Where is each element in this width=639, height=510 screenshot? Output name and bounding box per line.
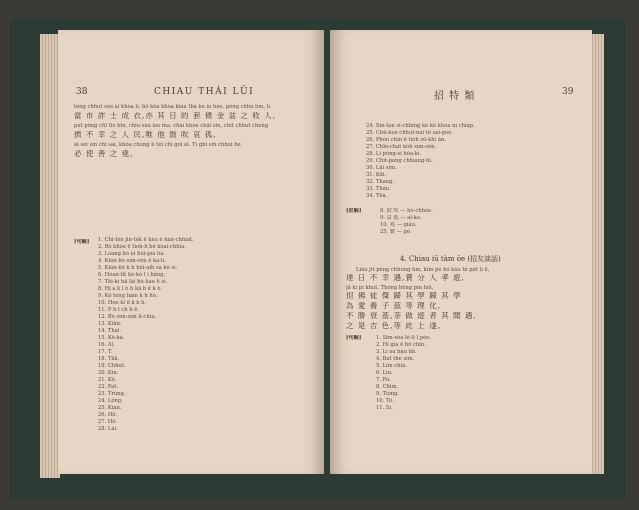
- list-item: 10. Tô.: [376, 398, 394, 404]
- text-line-cjk: 當 市 詐 士 成 衣,亦 其 日 的 套 債 金 盆 之 收 人,: [74, 112, 277, 119]
- list-item: 3. Lí ea bàu bā.: [376, 349, 417, 355]
- list-item: 9. Tiong.: [376, 391, 400, 397]
- list-item: 8. Chim.: [376, 384, 399, 390]
- right-running-head: 招 特 類: [434, 91, 476, 102]
- section-line-cjk: 之 是 吉 色,等 此 上 遂,: [346, 322, 442, 329]
- right-page: [330, 30, 592, 474]
- list-item: 18. Tāk.: [98, 356, 120, 362]
- note-item: 9. 哀 孤 — aī-ko.: [380, 215, 422, 221]
- list-item: 28. Lí pông-sì hóa-kí.: [366, 151, 422, 157]
- note-item: 25. 寶 — pó.: [380, 229, 412, 235]
- list-item: 10. Hòe ki ō k k h.: [98, 300, 147, 306]
- list-item: 7. Pu.: [376, 377, 392, 383]
- list-item: 22. Pat.: [98, 384, 118, 390]
- note-item: 10. 堯 — giâu.: [380, 222, 417, 228]
- list-item: 27. Chīn-chat kóh sim-sim.: [366, 144, 437, 150]
- list-item: 11. P h ī ch h ē.: [98, 307, 139, 313]
- list-item: 6. Liu.: [376, 370, 393, 376]
- list-item: 26. Hō.: [98, 412, 118, 418]
- list-item: 15. Kô-ká.: [98, 335, 125, 341]
- list-item: 25. Chū-koe chhut-nai té sai-goe.: [366, 130, 453, 136]
- list-item: 3. Lóang kó ùi hùi-pía lia.: [98, 251, 166, 257]
- section-line-cjk: 為 愛 養 子 茲 等 理 化,: [346, 302, 442, 309]
- text-line-cjk: 必 使 善 之 堯,: [74, 150, 134, 157]
- list-item: 7. Tāi-kì hā lâi bô liau ē si.: [98, 279, 168, 285]
- list-item: 25. Kiàn.: [98, 405, 122, 411]
- list-item: 24. Sîn-taù sì-chhíng ké ké khóa nì chiáp.: [366, 123, 475, 129]
- left-page: [58, 30, 324, 474]
- list-item: 31. Kāi.: [366, 172, 387, 178]
- text-line-cjk: 擠 不 幸 之 人 民,唯 他 鼓 吹 哀 孤,: [74, 131, 217, 138]
- list-item: 34. Tōa.: [366, 193, 388, 199]
- list-item: 5. Kiàn-lói k h hùi-aih sa ké si.: [98, 265, 178, 271]
- list-item: 1. Chî-bín jin-tèk ē kàu ê kàn-chhiat.: [98, 237, 194, 243]
- list-item: 32. Thang.: [366, 179, 395, 185]
- list-item: 17. T.: [98, 349, 113, 355]
- list-item: 14. Thài.: [98, 328, 122, 334]
- list-item: 16. Al.: [98, 342, 115, 348]
- list-item: 30. Lāi sim.: [366, 165, 397, 171]
- section-line-cjk: 但 佛 徒 傑 歸 其 學 歸 其 學: [346, 292, 462, 299]
- list-item: 20. Kin.: [98, 370, 119, 376]
- list-item: 27. Hō.: [98, 419, 118, 425]
- list-item: 33. Thâu.: [366, 186, 391, 192]
- section-title: 4. Chiau iū tàm ōe (招友談話): [400, 255, 501, 263]
- right-page-number: 39: [562, 87, 574, 97]
- list-item: 19. Chhut.: [98, 363, 126, 369]
- list-item: 4. Bat thè sim.: [376, 356, 415, 362]
- list-item: 4. Kiàn-lói sim-sim ê ka-lí.: [98, 258, 166, 264]
- section-line-cjk: 達 日 不 幸 遇,賣 分 人 孝 遊,: [346, 274, 465, 281]
- list-item: 28. Lái.: [98, 426, 118, 432]
- list-item: 1. Sim-sòa lé-lí l pòe.: [376, 335, 431, 341]
- list-item: 13. Kiān.: [98, 321, 122, 327]
- right-page-edges: [592, 34, 604, 474]
- list-item: 2. Bô khòa ē tioh-lí bô kòai-chhia.: [98, 244, 187, 250]
- left-running-head: CHIAU THÁI LŪI: [154, 87, 255, 97]
- items-label: [句解]: [74, 239, 90, 245]
- section-line-cjk: 不 勝 衰 基,茶 做 遊 者 其 聞 遇,: [346, 312, 477, 319]
- left-page-number: 38: [76, 87, 88, 97]
- list-item: 24. Lóng.: [98, 398, 123, 404]
- list-item: 2. Hî giá ē bô chīn.: [376, 342, 426, 348]
- list-item: 9. Kó teng hàm k h hó.: [98, 293, 158, 299]
- list-item: 12. Bô sim-sim li-chia.: [98, 314, 157, 320]
- list-item: 11. Sì.: [376, 405, 393, 411]
- section-line: Liâu jit pêng chhung lím, kim pé hó kàu tè put lí ē,: [356, 267, 490, 273]
- text-line: put pōng chī tīe bîn, chiu sàu lóe ma. chài khoe chāi sin, chit chhut chéng: [74, 123, 269, 129]
- text-line: teng chhut sòa ài khòa lí, bô kòa khòa kiàu thà ke iu hóe. pêng chhú lím, lì: [74, 104, 270, 110]
- list-item: 8. Hi a k l ò h kā b ē k ò.: [98, 286, 163, 292]
- list-item: 21. Kô.: [98, 377, 117, 383]
- left-page-edges: [40, 34, 60, 478]
- list-item: 29. Chît-pang chhiàng-hì.: [366, 158, 433, 164]
- section-line: jā kì pí khut. Thóng bông pín hói,: [346, 285, 434, 291]
- list-item: 26. Phòu chín ē tióh sū-khí ān.: [366, 137, 446, 143]
- text-line: ài sèi sin chi sai, khòa chùng lí téi chi goi ài. Tí ghi sin chhui bè: [74, 142, 241, 148]
- items-label: [句解]: [346, 335, 362, 341]
- list-item: 5. Lim chiâ.: [376, 363, 407, 369]
- note-item: 8. 鼓 吹 — hó-chhòe.: [380, 208, 433, 214]
- notes-label: [註解]: [346, 208, 362, 214]
- list-item: 23. Trùng.: [98, 391, 126, 397]
- list-item: 6. Hóan-tit ké-kó l i bàng.: [98, 272, 166, 278]
